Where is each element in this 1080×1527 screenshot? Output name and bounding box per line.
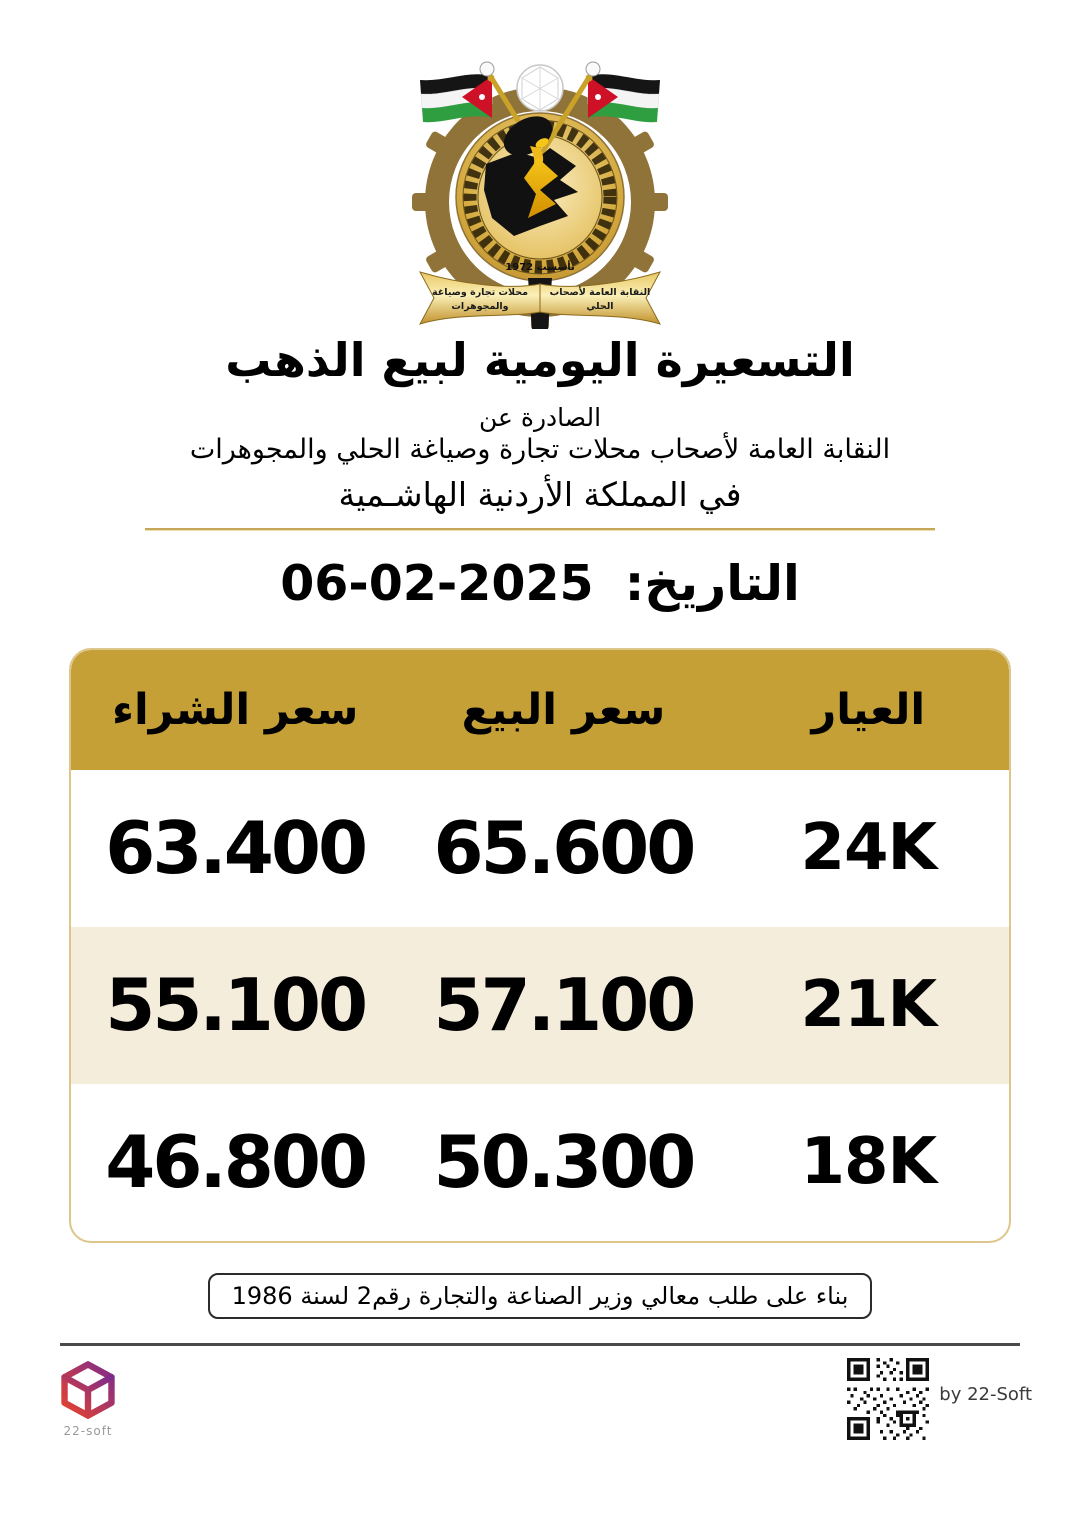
page-title: التسعيرة اليومية لبيع الذهب (225, 333, 855, 387)
region-line: في المملكة الأردنية الهاشـمية (338, 474, 742, 514)
ribbon-left-text-1: محلات تجارة وصياغة (432, 287, 528, 298)
buy-price: 55.100 (105, 963, 366, 1048)
gold-divider (145, 528, 935, 531)
date-line (0, 555, 1080, 612)
karat-value: 21K (800, 968, 937, 1043)
ribbon-left-text-2: والمجوهرات (451, 301, 509, 312)
table-header-row (71, 650, 1009, 770)
cube-logo-icon (56, 1358, 120, 1422)
sell-price: 50.300 (433, 1120, 694, 1205)
sell-price: 57.100 (433, 963, 694, 1048)
table-row-21k (71, 927, 1009, 1084)
date-label: التاريخ: (624, 554, 800, 612)
jordan-flag-left-icon (420, 74, 492, 122)
col-header-karat: العيار (811, 684, 926, 735)
buy-price: 63.400 (105, 806, 366, 891)
karat-value: 18K (800, 1125, 937, 1200)
ribbon-right-text-1: النقابة العامة لأصحاب (549, 287, 651, 298)
col-header-buy: سعر الشراء (111, 684, 359, 735)
credit-block (847, 1358, 1032, 1440)
issued-by-label: الصادرة عن (478, 402, 602, 432)
table-row-18k (71, 1084, 1009, 1241)
jordan-flag-right-icon (588, 74, 660, 122)
established-text: تأسست 1972 (505, 262, 575, 273)
table-row-24k (71, 770, 1009, 927)
22soft-logo (48, 1358, 128, 1438)
diamond-icon (517, 65, 563, 111)
col-header-sell: سعر البيع (461, 684, 666, 735)
buy-price: 46.800 (105, 1120, 366, 1205)
bottom-bar (0, 1346, 1080, 1440)
credit-text: by 22-Soft (939, 1383, 1032, 1405)
syndicate-emblem-icon (390, 32, 690, 329)
date-value: 06-02-2025 (280, 554, 594, 612)
syndicate-emblem (0, 0, 1080, 329)
karat-value: 24K (800, 811, 937, 886)
ribbon-right-text-2: الحلي (586, 301, 614, 312)
ribbon-banner (420, 272, 660, 329)
legal-note: بناء على طلب معالي وزير الصناعة والتجارة رقم2 لسنة 1986 (208, 1273, 873, 1319)
sell-price: 65.600 (433, 806, 694, 891)
price-table (69, 648, 1011, 1243)
22soft-logo-caption: 22-soft (63, 1423, 113, 1438)
qr-code (847, 1358, 929, 1440)
issuer-name: النقابة العامة لأصحاب محلات تجارة وصياغة الحلي والمجوهرات (189, 433, 891, 465)
